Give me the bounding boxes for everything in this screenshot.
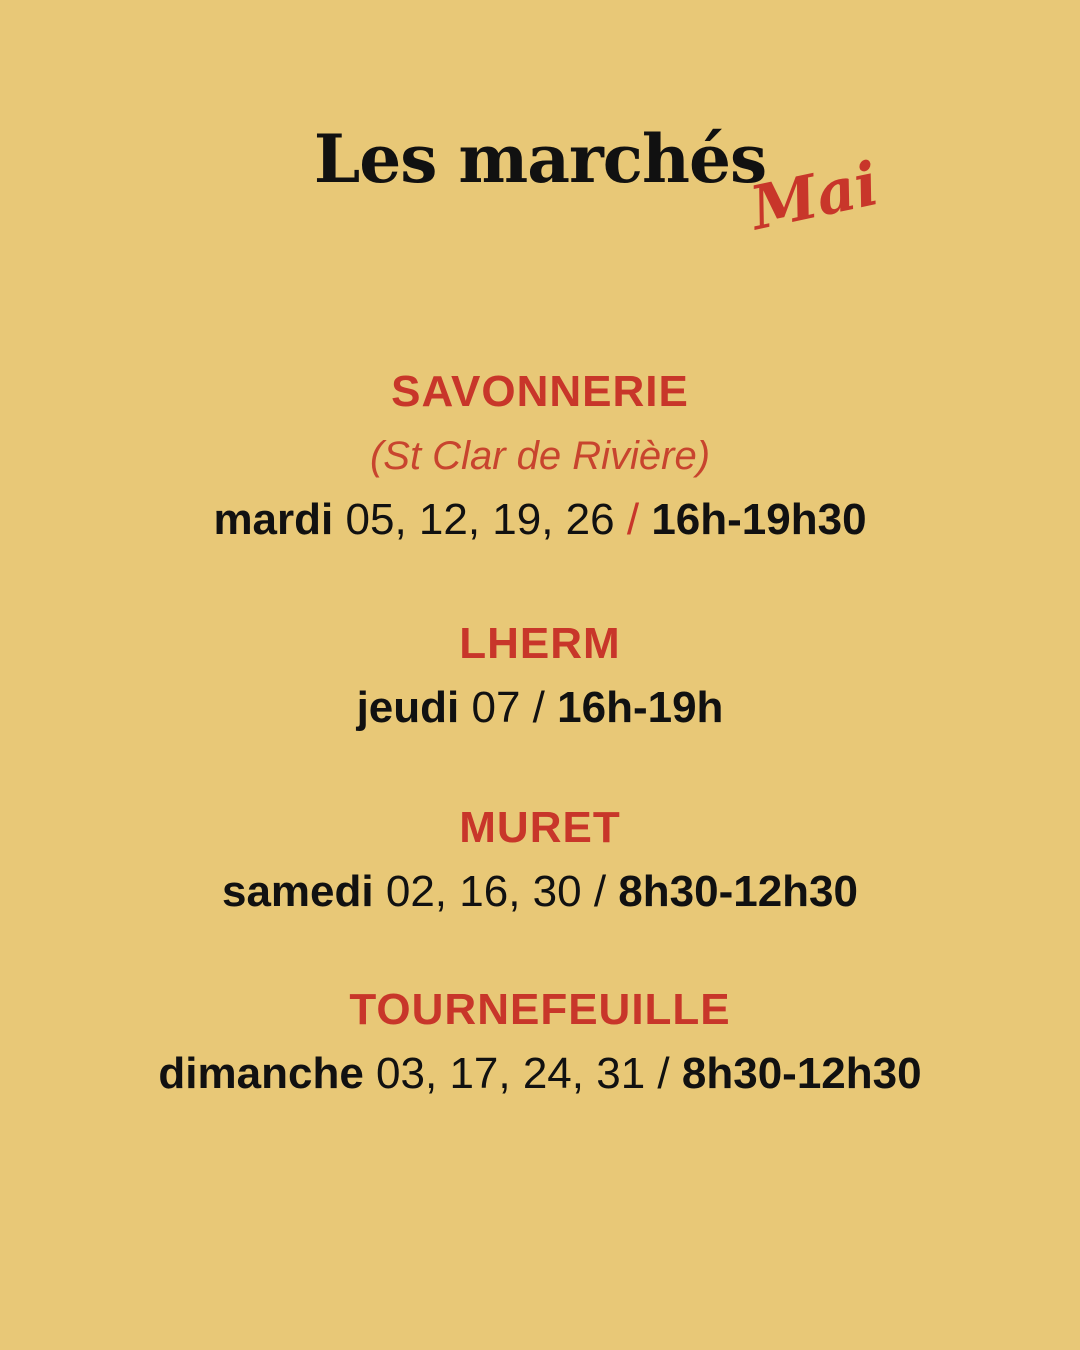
market-name: LHERM <box>459 619 621 668</box>
market-separator: / <box>626 495 640 544</box>
market-block-tournefeuille <box>0 978 1080 1106</box>
market-schedule <box>0 488 1080 552</box>
market-separator: / <box>532 683 545 732</box>
market-block-savonnerie <box>0 360 1080 552</box>
market-name: MURET <box>459 803 621 852</box>
market-name: SAVONNERIE <box>391 367 689 416</box>
market-block-muret <box>0 796 1080 924</box>
market-day: dimanche <box>158 1049 364 1098</box>
market-day: mardi <box>213 495 334 544</box>
page-title: Les marchés <box>313 120 767 198</box>
market-separator: / <box>657 1049 670 1098</box>
market-day: jeudi <box>356 683 460 732</box>
market-dates: 05, 12, 19, 26 <box>345 495 615 544</box>
market-name: TOURNEFEUILLE <box>349 985 731 1034</box>
market-hours: 16h-19h30 <box>651 495 867 544</box>
market-dates: 07 <box>471 683 521 732</box>
market-day: samedi <box>221 867 374 916</box>
market-hours: 8h30-12h30 <box>618 867 858 916</box>
market-dates: 02, 16, 30 <box>385 867 582 916</box>
market-separator: / <box>593 867 607 916</box>
market-schedule <box>0 860 1080 924</box>
market-block-lherm <box>0 612 1080 740</box>
market-schedule <box>0 1042 1080 1106</box>
market-hours: 8h30-12h30 <box>681 1049 922 1098</box>
market-dates: 03, 17, 24, 31 <box>376 1049 646 1098</box>
month-subtitle: Mai <box>744 149 885 245</box>
market-location: (St Clar de Rivière) <box>369 434 711 478</box>
market-schedule <box>0 676 1080 740</box>
market-hours: 16h-19h <box>557 683 724 732</box>
